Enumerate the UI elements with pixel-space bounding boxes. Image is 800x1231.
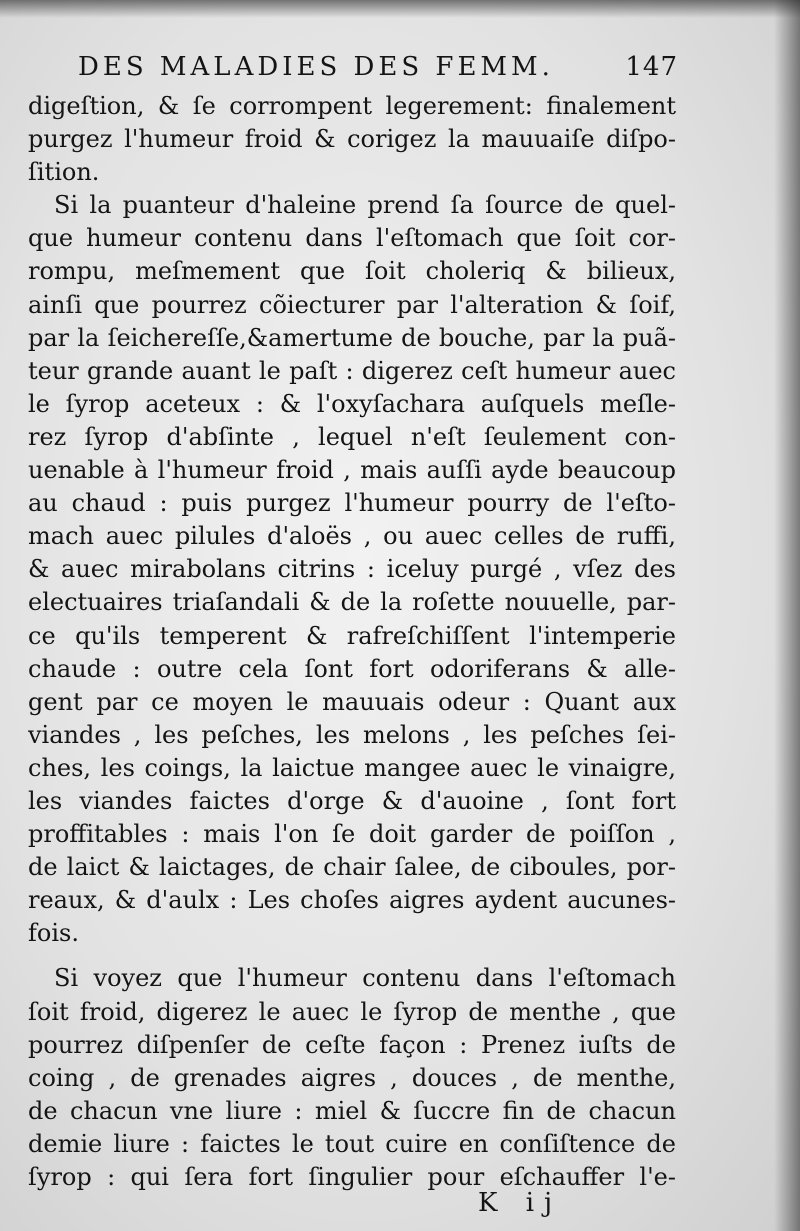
text-line: gent par ce moyen le mauuais odeur : Quant aux [28, 687, 676, 716]
page-edge-shadow-right [774, 0, 800, 1231]
text-line: pourrez diſpenſer de ceſte façon : Prenez iuſts de [28, 1030, 676, 1059]
text-line: digeſtion, & ſe corrompent legerement: finalement [28, 92, 676, 120]
text-line: ainſi que pourrez cõiecturer par l'alteration & ſoif, [28, 290, 676, 319]
text-line: teur grande auant le paſt : digerez ceſt humeur auec [28, 356, 676, 385]
text-line: demie liure : faictes le tout cuire en conſiſtence de [28, 1129, 676, 1158]
text-line: Si voyez que l'humeur contenu dans l'eſtomach [54, 964, 676, 993]
text-line: Si la puanteur d'haleine prend ſa ſource de quel- [54, 191, 676, 220]
text-line: ſition. [28, 158, 100, 187]
text-line: le ſyrop aceteux : & l'oxyſachara auſquels meſle- [28, 389, 676, 418]
text-line: electuaires triaſandali & de la roſette nouuelle, par- [28, 588, 676, 617]
page-edge-shadow-top [0, 0, 800, 18]
text-line: ches, les coings, la laictue mangee auec le vinaigre, [28, 753, 676, 782]
text-line: de laict & laictages, de chair ſalee, de ciboules, por- [28, 853, 676, 882]
text-line: rez ſyrop d'abſinte , lequel n'eſt ſeulement con- [28, 422, 676, 451]
text-line: mach auec pilules d'aloës , ou auec celles de ruffi, [28, 522, 676, 551]
text-line: uenable à l'humeur froid , mais auſſi ayde beaucoup [28, 456, 676, 485]
text-line: les viandes faictes d'orge & d'auoine , ſont fort [28, 786, 676, 815]
text-line: au chaud : puis purgez l'humeur pourry de l'eſto- [28, 489, 676, 518]
text-line: chaude : outre cela ſont fort odoriferans & alle- [28, 654, 676, 683]
body-text [28, 90, 676, 1194]
text-line: rompu, meſmement que ſoit choleriq & bilieux, [28, 257, 676, 286]
page-header [78, 52, 678, 88]
text-line: coing , de grenades aigres , douces , de menthe, [28, 1063, 676, 1092]
text-line: reaux, & d'aulx : Les choſes aigres aydent aucunes- [28, 886, 676, 915]
text-line: purgez l'humeur froid & corigez la mauuaiſe diſpo- [28, 125, 676, 154]
text-line: proffitables : mais l'on ſe doit garder de poiſſon , [28, 820, 676, 849]
text-line: de chacun vne liure : miel & ſuccre fin de chacun [28, 1096, 676, 1125]
text-line: que humeur contenu dans l'eſtomach que ſoit cor- [28, 224, 676, 253]
page-number: 147 [625, 52, 678, 82]
signature-mark: K ij [478, 1188, 563, 1218]
text-line: viandes , les peſches, les melons , les peſches ſei- [28, 720, 676, 749]
paragraph-gap [28, 950, 676, 962]
text-line: ſoit froid, digerez le auec le ſyrop de menthe , que [28, 997, 676, 1026]
text-line: fois. [28, 919, 79, 948]
text-line: ce qu'ils temperent & rafreſchiſſent l'intemperie [28, 621, 676, 650]
running-head: DES MALADIES DES FEMM. [78, 52, 554, 82]
text-line: par la ſeichereſſe,&amertume de bouche, par la puã- [28, 323, 676, 352]
text-line: & auec mirabolans citrins : iceluy purgé , vſez des [28, 555, 676, 584]
text-line: ſyrop : qui ſera fort ſingulier pour eſchauffer l'e- [28, 1163, 676, 1191]
